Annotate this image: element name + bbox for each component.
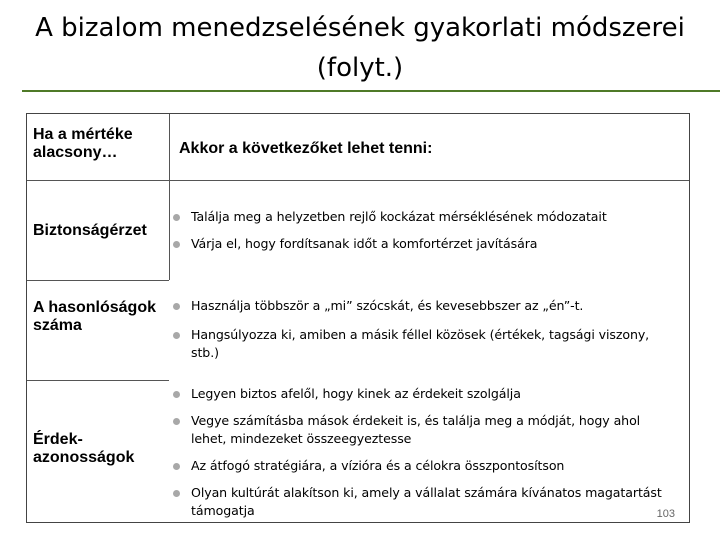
slide-title-line-2: (folyt.) [316, 53, 404, 83]
column-divider [169, 114, 170, 280]
row-label-erdekazonossagok: Érdek-azonosságok [33, 431, 135, 466]
list-item [173, 326, 673, 362]
header-divider [27, 180, 689, 181]
list-item-text: Találja meg a helyzetben rejlő kockázat mérséklésének módozatait [191, 209, 607, 224]
list-item [173, 412, 673, 448]
left-column-header: Ha a mértéke alacsony… [33, 126, 133, 161]
list-item-text: Használja többször a „mi” szócskát, és kevesebbszer az „én”-t. [191, 298, 584, 313]
row-label-biztonsagerzet: Biztonságérzet [33, 222, 147, 239]
page-number: 103 [656, 508, 675, 520]
list-item-text: Olyan kultúrát alakítson ki, amely a vállalat számára kívánatos magatartást támogatja [191, 485, 662, 518]
list-item-text: Vegye számításba mások érdekeit is, és találja meg a módját, hogy ahol lehet, mindezeket összeegyeztesse [191, 413, 641, 446]
slide-title-line-1: A bizalom menedzselésének gyakorlati módszerei [35, 13, 685, 43]
bullet-dot-icon [173, 418, 180, 425]
row-divider-1 [27, 280, 169, 281]
list-item-text: Hangsúlyozza ki, amiben a másik féllel közösek (értékek, tagsági viszony, stb.) [191, 327, 650, 360]
strategy-table [26, 113, 690, 523]
slide-title [0, 8, 720, 88]
list-item [173, 208, 683, 226]
right-column-header: Akkor a következőket lehet tenni: [179, 140, 433, 157]
list-item [173, 385, 683, 403]
bullet-dot-icon [173, 214, 180, 221]
bullet-dot-icon [173, 490, 180, 497]
row-label-hasonlosagok: A hasonlóságok száma [33, 299, 156, 334]
bullet-dot-icon [173, 391, 180, 398]
list-item-text: Az átfogó stratégiára, a vízióra és a célokra összpontosítson [191, 458, 565, 473]
list-item [173, 484, 673, 520]
list-item [173, 457, 683, 475]
list-item-text: Legyen biztos afelől, hogy kinek az érdekeit szolgálja [191, 386, 521, 401]
list-item [173, 235, 683, 253]
bullet-dot-icon [173, 332, 180, 339]
row-divider-2 [27, 380, 169, 381]
list-item [173, 297, 683, 315]
bullet-dot-icon [173, 303, 180, 310]
list-item-text: Várja el, hogy fordítsanak időt a komfortérzet javítására [191, 236, 538, 251]
bullet-dot-icon [173, 241, 180, 248]
bullet-dot-icon [173, 463, 180, 470]
title-underline [22, 90, 720, 92]
